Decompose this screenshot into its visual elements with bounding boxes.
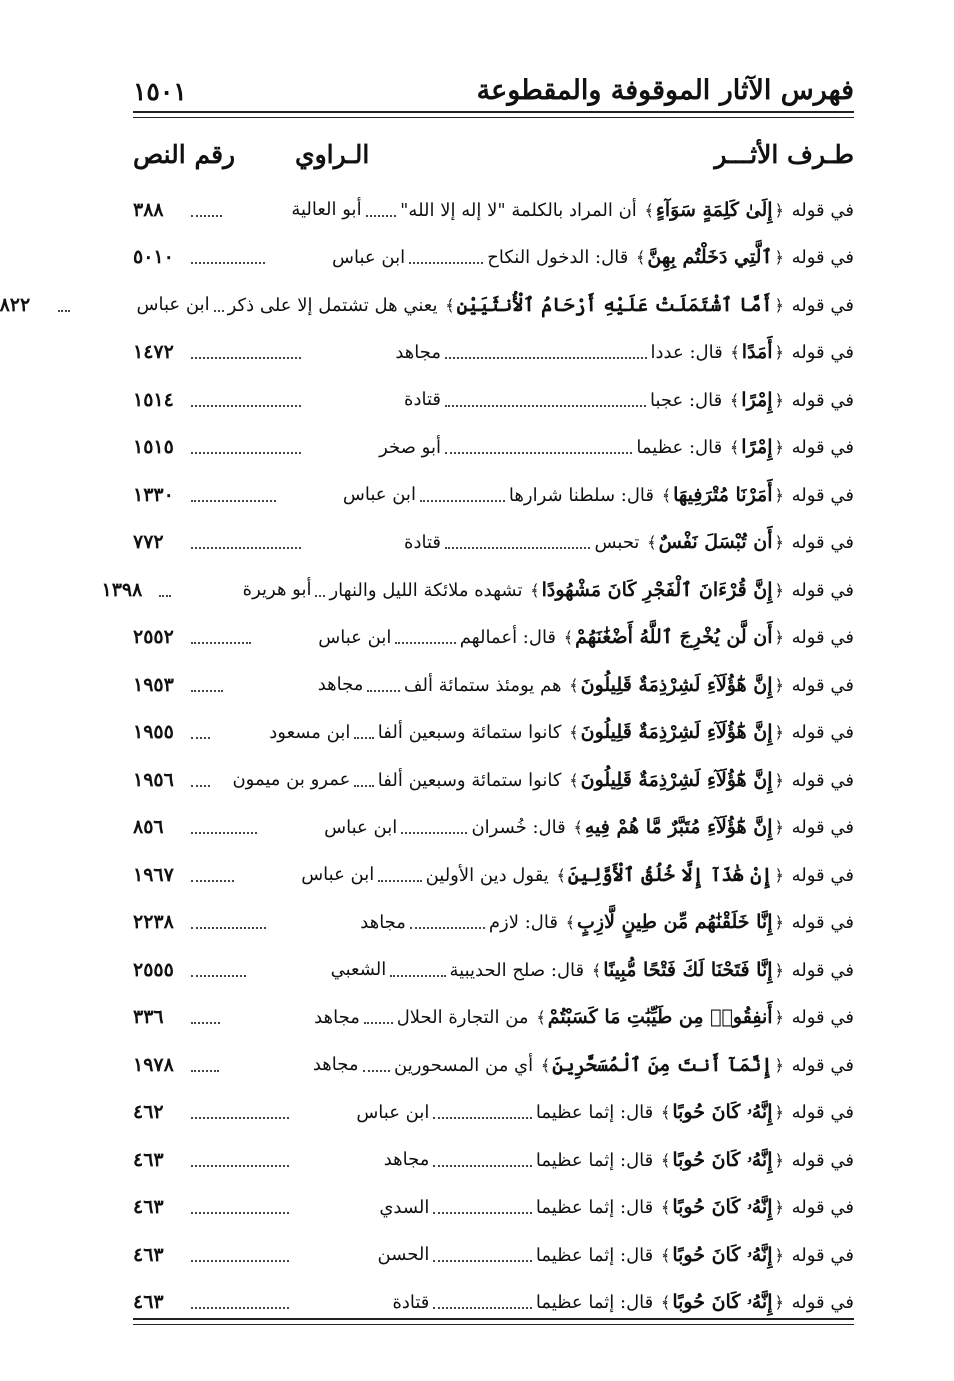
text-number: ٨٥٦: [133, 816, 164, 839]
column-heading-number: رقم النص: [133, 140, 236, 169]
list-item: [133, 709, 854, 757]
dot-leader: [364, 1022, 393, 1024]
narrator: مجاهد: [312, 1054, 359, 1076]
list-item: [133, 329, 854, 377]
list-item: [0, 281, 854, 329]
narrator: أبو هريرة: [242, 579, 312, 601]
ornate-bracket-close-icon: ﴾: [647, 533, 657, 553]
ornate-bracket-close-icon: ﴾: [573, 818, 583, 838]
narrator: مجاهد: [383, 1149, 430, 1171]
entry-gloss: تحبس: [594, 532, 640, 554]
ornate-bracket-close-icon: ﴾: [660, 1293, 671, 1313]
athar-text: [536, 1291, 854, 1313]
dot-leader: [191, 1070, 219, 1072]
entry-lead: في قوله: [791, 912, 854, 934]
narrator: ابن عباس: [136, 294, 210, 316]
narrator: مجاهد: [395, 341, 441, 363]
ayah-text: إِنَّهُۥ كَانَ حُوبًا: [672, 1101, 773, 1124]
dot-leader: [191, 215, 222, 217]
list-item: [133, 614, 854, 662]
footer-rule: [133, 1318, 854, 1320]
text-number: ١٣٩٨: [101, 578, 143, 601]
entry-gloss: أن المراد بالكلمة "لا إله إلا الله": [400, 199, 637, 221]
ornate-bracket-open-icon: ﴿: [774, 485, 784, 505]
dot-leader: [433, 1260, 531, 1262]
narrator: ابن عباس: [301, 864, 375, 886]
dot-leader: [433, 1307, 531, 1309]
ornate-bracket-close-icon: ﴾: [540, 1055, 551, 1075]
entry-gloss: قال: خُسران: [471, 817, 566, 839]
ornate-bracket-close-icon: ﴾: [530, 580, 540, 600]
text-number: ١٤٧٢: [133, 341, 174, 364]
ornate-bracket-open-icon: ﴿: [774, 1293, 784, 1313]
list-item: [133, 186, 854, 234]
ornate-bracket-close-icon: ﴾: [661, 485, 672, 505]
entry-gloss: قال: إثما عظيما: [535, 1244, 654, 1266]
entry-lead: في قوله: [791, 532, 854, 554]
text-number: ٧٧٢: [133, 531, 164, 554]
entry-gloss: قال: إثما عظيما: [535, 1197, 654, 1219]
ornate-bracket-open-icon: ﴿: [774, 960, 784, 980]
athar-text: [487, 246, 854, 268]
ornate-bracket-close-icon: ﴾: [445, 295, 455, 315]
entry-lead: في قوله: [791, 484, 854, 506]
ornate-bracket-close-icon: ﴾: [569, 675, 579, 695]
athar-text: [404, 674, 854, 696]
text-number: ٤٦٣: [132, 1196, 164, 1219]
ornate-bracket-open-icon: ﴿: [774, 248, 784, 268]
ayah-text: إِنَّ هَٰٓؤُلَآءِ مُتَبَّرٌ مَّا هُمْ فِيهِ: [584, 816, 773, 839]
dot-leader: [366, 215, 397, 217]
text-number: ١٥١٥: [133, 436, 174, 459]
ornate-bracket-close-icon: ﴾: [563, 628, 574, 648]
entry-gloss: قال: عددا: [650, 342, 723, 364]
entry-lead: في قوله: [791, 1197, 854, 1219]
entry-gloss: يقول دين الأولين: [425, 864, 549, 886]
ornate-bracket-close-icon: ﴾: [729, 390, 740, 410]
text-number: ١٥١٤: [133, 388, 174, 411]
list-item: [133, 899, 854, 947]
dot-leader: [410, 927, 485, 929]
dot-leader: [191, 452, 301, 454]
athar-text: [489, 911, 854, 933]
athar-text: [400, 199, 854, 221]
narrator: الشعبي: [330, 959, 387, 981]
athar-text: [536, 1101, 854, 1123]
list-item: [133, 851, 854, 899]
ornate-bracket-open-icon: ﴿: [774, 913, 784, 933]
entry-gloss: قال: صلح الحديبية: [449, 959, 585, 981]
ornate-bracket-close-icon: ﴾: [591, 960, 602, 980]
ayah-text: إِنَّمَآ أَنتَ مِنَ ٱلْمُسَحَّرِينَ: [552, 1053, 773, 1076]
dot-leader: [191, 880, 234, 882]
dot-leader: [191, 785, 210, 787]
ayah-text: إِنَّا خَلَقْنَٰهُم مِّن طِينٍ لَّازِبٍ: [577, 911, 773, 934]
ayah-text: أَن تُبْسَلَ نَفْسٌ: [658, 531, 773, 554]
column-heading-narrator: الـراوي: [295, 140, 370, 169]
list-item: [133, 1231, 854, 1279]
entry-lead: في قوله: [791, 294, 854, 316]
ayah-text: إِمْرًا: [741, 436, 773, 459]
list-item: [133, 376, 854, 424]
ayah-text: إِنَّهُۥ كَانَ حُوبًا: [672, 1148, 773, 1171]
entry-gloss: قال: سلطنا شرارها: [508, 484, 655, 506]
ornate-bracket-open-icon: ﴿: [774, 628, 784, 648]
entry-gloss: قال: أعمالهم: [459, 627, 557, 649]
entry-lead: في قوله: [791, 959, 854, 981]
dot-leader: [191, 975, 246, 977]
ayah-text: إِنَّهُۥ كَانَ حُوبًا: [672, 1243, 773, 1266]
entry-gloss: قال: عظيما: [636, 437, 723, 459]
page-number: ١٥٠١: [133, 77, 187, 106]
dot-leader: [420, 500, 505, 502]
text-number: ١٩٦٧: [133, 863, 174, 886]
dot-leader: [363, 1070, 391, 1072]
dot-leader: [191, 1022, 220, 1024]
entry-lead: في قوله: [791, 1244, 854, 1266]
dot-leader: [191, 927, 266, 929]
list-item: [101, 566, 854, 614]
ayah-text: أَمَدًا: [741, 341, 773, 364]
ayah-text: إِنَّهُۥ كَانَ حُوبًا: [672, 1291, 773, 1314]
ornate-bracket-close-icon: ﴾: [729, 438, 740, 458]
ornate-bracket-open-icon: ﴿: [774, 770, 784, 790]
athar-text: [378, 721, 854, 743]
dot-leader: [433, 1212, 531, 1214]
column-headings: [133, 140, 854, 180]
list-item: [133, 424, 854, 472]
narrator: الحسن: [377, 1244, 430, 1266]
dot-leader: [433, 1165, 531, 1167]
dot-leader: [191, 690, 223, 692]
ornate-bracket-open-icon: ﴿: [774, 723, 784, 743]
ayah-text: ٱلَّتِي دَخَلْتُم بِهِنَّ: [647, 246, 773, 269]
ornate-bracket-open-icon: ﴿: [774, 580, 784, 600]
list-item: [133, 519, 854, 567]
dot-leader: [395, 642, 455, 644]
ornate-bracket-open-icon: ﴿: [774, 675, 784, 695]
athar-text: [650, 389, 854, 411]
entry-list: [0, 186, 854, 1326]
text-number: ٣٨٨: [133, 198, 164, 221]
dot-leader: [191, 642, 251, 644]
narrator: ابن عباس: [342, 484, 416, 506]
entry-lead: في قوله: [791, 769, 854, 791]
header-title: فهرس الآثار الموقوفة والمقطوعة: [476, 75, 854, 106]
narrator: عمرو بن ميمون: [232, 769, 351, 791]
ornate-bracket-open-icon: ﴿: [774, 818, 784, 838]
entry-gloss: كانوا ستمائة وسبعين ألفا: [377, 769, 562, 791]
narrator: مجاهد: [314, 1006, 360, 1028]
athar-text: [471, 816, 854, 838]
ornate-bracket-open-icon: ﴿: [774, 865, 784, 885]
ayah-text: إِلَىٰ كَلِمَةٍ سَوَآءٍ: [655, 198, 773, 221]
dot-leader: [409, 262, 483, 264]
list-item: [133, 946, 854, 994]
athar-text: [450, 959, 854, 981]
ornate-bracket-close-icon: ﴾: [644, 200, 654, 220]
text-number: ١٩٥٦: [132, 768, 174, 791]
ornate-bracket-open-icon: ﴿: [774, 1198, 784, 1218]
ayah-text: إِنَّا فَتَحْنَا لَكَ فَتْحًا مُّبِينًا: [603, 958, 773, 981]
dot-leader: [191, 1165, 289, 1167]
dot-leader: [191, 357, 301, 359]
narrator: قتادة: [404, 389, 441, 411]
narrator: ابن عباس: [318, 626, 392, 648]
text-number: ١٩٧٨: [133, 1053, 174, 1076]
dot-leader: [354, 785, 373, 787]
ayah-text: إِنَّ هَٰٓؤُلَآءِ لَشِرْذِمَةٌ قَلِيلُونَ: [580, 673, 773, 696]
text-number: ٤٦٣: [132, 1148, 164, 1171]
dot-leader: [191, 1260, 289, 1262]
entry-lead: في قوله: [791, 437, 854, 459]
ornate-bracket-close-icon: ﴾: [660, 1198, 671, 1218]
entry-lead: في قوله: [791, 199, 854, 221]
entry-lead: في قوله: [791, 864, 854, 886]
entry-lead: في قوله: [791, 722, 854, 744]
entry-gloss: قال: لازم: [488, 912, 558, 934]
ornate-bracket-open-icon: ﴿: [774, 200, 784, 220]
dot-leader: [445, 405, 646, 407]
narrator: قتادة: [392, 1291, 430, 1313]
ornate-bracket-close-icon: ﴾: [660, 1245, 671, 1265]
ornate-bracket-close-icon: ﴾: [556, 865, 566, 885]
text-number: ٤٦٢: [132, 1101, 164, 1124]
entry-gloss: قال: إثما عظيما: [535, 1102, 654, 1124]
entry-lead: في قوله: [791, 389, 854, 411]
ayah-text: إِنَّ هَٰٓؤُلَآءِ لَشِرْذِمَةٌ قَلِيلُونَ: [580, 721, 773, 744]
ayah-text: أَمَرْنَا مُتْرَفِيهَا: [673, 483, 773, 506]
narrator: ابن عباس: [324, 816, 398, 838]
list-item: [133, 994, 854, 1042]
ornate-bracket-close-icon: ﴾: [569, 723, 579, 743]
ornate-bracket-close-icon: ﴾: [730, 343, 740, 363]
dot-leader: [191, 262, 265, 264]
narrator: السدي: [379, 1196, 430, 1218]
athar-text: [329, 579, 854, 601]
athar-text: [594, 531, 854, 553]
list-item: [133, 234, 854, 282]
list-item: [133, 1136, 854, 1184]
athar-text: [426, 864, 854, 886]
athar-text: [460, 626, 854, 648]
narrator: مجاهد: [317, 674, 364, 696]
dot-leader: [191, 1307, 289, 1309]
entry-lead: في قوله: [791, 579, 854, 601]
narrator: قتادة: [404, 531, 441, 553]
narrator: ابن مسعود: [269, 721, 351, 743]
ayah-text: أَنفِقُوا۟ مِن طَيِّبَٰتِ مَا كَسَبْتُمْ: [547, 1006, 773, 1029]
list-item: [133, 1041, 854, 1089]
ornate-bracket-close-icon: ﴾: [660, 1150, 671, 1170]
ayah-text: أَن لَّن يُخْرِجَ ٱللَّهُ أَضْغَٰنَهُمْ: [575, 626, 773, 649]
dot-leader: [191, 405, 301, 407]
entry-lead: في قوله: [791, 817, 854, 839]
narrator: مجاهد: [360, 911, 406, 933]
dot-leader: [159, 595, 171, 597]
footer-rule-thin: [133, 1324, 854, 1325]
ornate-bracket-open-icon: ﴿: [774, 438, 784, 458]
ayah-text: إِنَّ هَٰٓؤُلَآءِ لَشِرْذِمَةٌ قَلِيلُونَ: [580, 768, 773, 791]
athar-text: [394, 1054, 854, 1076]
entry-gloss: يعني هل تشتمل إلا على ذكر: [227, 294, 438, 316]
ornate-bracket-close-icon: ﴾: [565, 913, 576, 933]
athar-text: [397, 1006, 854, 1028]
entry-lead: في قوله: [791, 1102, 854, 1124]
dot-leader: [378, 880, 421, 882]
header-rule-thin: [133, 117, 854, 118]
narrator: ابن عباس: [332, 246, 406, 268]
dot-leader: [445, 452, 632, 454]
ayah-text: إِنْ هَٰذَآ إِلَّا خُلُقُ ٱلْأَوَّلِينَ: [567, 863, 773, 886]
dot-leader: [445, 357, 647, 359]
athar-text: [536, 1149, 854, 1171]
ornate-bracket-close-icon: ﴾: [569, 770, 579, 790]
text-number: ٤٦٣: [132, 1291, 164, 1314]
entry-gloss: هم يومئذ ستمائة ألف: [403, 674, 562, 696]
athar-text: [509, 484, 854, 506]
ornate-bracket-open-icon: ﴿: [774, 390, 784, 410]
dot-leader: [315, 595, 325, 597]
ayah-text: إِمْرًا: [741, 388, 773, 411]
entry-gloss: قال: عجبا: [649, 389, 723, 411]
narrator: أبو العالية: [291, 199, 362, 221]
dot-leader: [191, 1117, 289, 1119]
text-number: ٢٢٣٨: [133, 911, 174, 934]
ayah-text: إِنَّهُۥ كَانَ حُوبًا: [672, 1196, 773, 1219]
dot-leader: [401, 832, 467, 834]
text-number: ٢٥٥٢: [133, 626, 174, 649]
text-number: ١٩٥٥: [132, 721, 174, 744]
list-item: [133, 756, 854, 804]
header-rule: [133, 111, 854, 113]
athar-text: [228, 294, 854, 316]
ornate-bracket-open-icon: ﴿: [774, 295, 784, 315]
entry-gloss: أي من المسحورين: [394, 1054, 534, 1076]
column-heading-athar: طـرف الأثـــر: [714, 140, 854, 169]
dot-leader: [214, 310, 224, 312]
ornate-bracket-close-icon: ﴾: [636, 248, 646, 268]
athar-text: [651, 341, 854, 363]
entry-lead: في قوله: [791, 674, 854, 696]
dot-leader: [191, 1212, 289, 1214]
list-item: [133, 804, 854, 852]
entry-lead: في قوله: [791, 1292, 854, 1314]
text-number: ١٩٥٣: [133, 673, 174, 696]
text-number: ٨٢٢: [0, 293, 31, 316]
list-item: [133, 1089, 854, 1137]
text-number: ١٣٣٠: [132, 483, 174, 506]
dot-leader: [354, 737, 373, 739]
entry-gloss: قال: إثما عظيما: [535, 1292, 654, 1314]
narrator: ابن عباس: [356, 1101, 430, 1123]
ayah-text: أَمَّا ٱشْتَمَلَتْ عَلَيْهِ أَرْحَامُ ٱلْأُنثَيَيْنِ: [456, 293, 773, 316]
entry-lead: في قوله: [791, 1007, 854, 1029]
entry-gloss: من التجارة الحلال: [396, 1007, 529, 1029]
ornate-bracket-open-icon: ﴿: [774, 1103, 784, 1123]
list-item: [133, 661, 854, 709]
ayah-text: إِنَّ قُرْءَانَ ٱلْفَجْرِ كَانَ مَشْهُودًا: [541, 578, 773, 601]
athar-text: [536, 1244, 854, 1266]
ornate-bracket-close-icon: ﴾: [536, 1008, 546, 1028]
running-header: [133, 66, 854, 106]
text-number: ٢٥٥٥: [132, 958, 174, 981]
entry-gloss: تشهده ملائكة الليل والنهار: [329, 579, 523, 601]
entry-lead: في قوله: [791, 1149, 854, 1171]
entry-gloss: قال: إثما عظيما: [535, 1149, 654, 1171]
narrator: أبو صخر: [379, 436, 441, 458]
entry-lead: في قوله: [791, 1054, 854, 1076]
ornate-bracket-open-icon: ﴿: [774, 343, 784, 363]
dot-leader: [445, 547, 590, 549]
text-number: ٣٣٦: [133, 1006, 164, 1029]
dot-leader: [191, 832, 257, 834]
ornate-bracket-open-icon: ﴿: [774, 1150, 784, 1170]
entry-lead: في قوله: [791, 627, 854, 649]
entry-gloss: قال: الدخول النكاح: [487, 247, 629, 269]
dot-leader: [390, 975, 445, 977]
athar-text: [536, 1196, 854, 1218]
dot-leader: [191, 547, 301, 549]
athar-text: [378, 769, 854, 791]
entry-lead: في قوله: [791, 247, 854, 269]
ornate-bracket-open-icon: ﴿: [774, 1055, 784, 1075]
ornate-bracket-open-icon: ﴿: [774, 1245, 784, 1265]
dot-leader: [58, 310, 70, 312]
list-item: [133, 1184, 854, 1232]
list-item: [133, 471, 854, 519]
dot-leader: [367, 690, 399, 692]
ornate-bracket-open-icon: ﴿: [774, 1008, 784, 1028]
text-number: ٥٠١٠: [133, 246, 174, 269]
dot-leader: [191, 737, 210, 739]
ornate-bracket-open-icon: ﴿: [774, 533, 784, 553]
text-number: ٤٦٣: [132, 1243, 164, 1266]
dot-leader: [191, 500, 276, 502]
entry-gloss: كانوا ستمائة وسبعين ألفا: [377, 722, 562, 744]
athar-text: [636, 436, 854, 458]
ornate-bracket-close-icon: ﴾: [660, 1103, 671, 1123]
dot-leader: [433, 1117, 531, 1119]
entry-lead: في قوله: [791, 342, 854, 364]
